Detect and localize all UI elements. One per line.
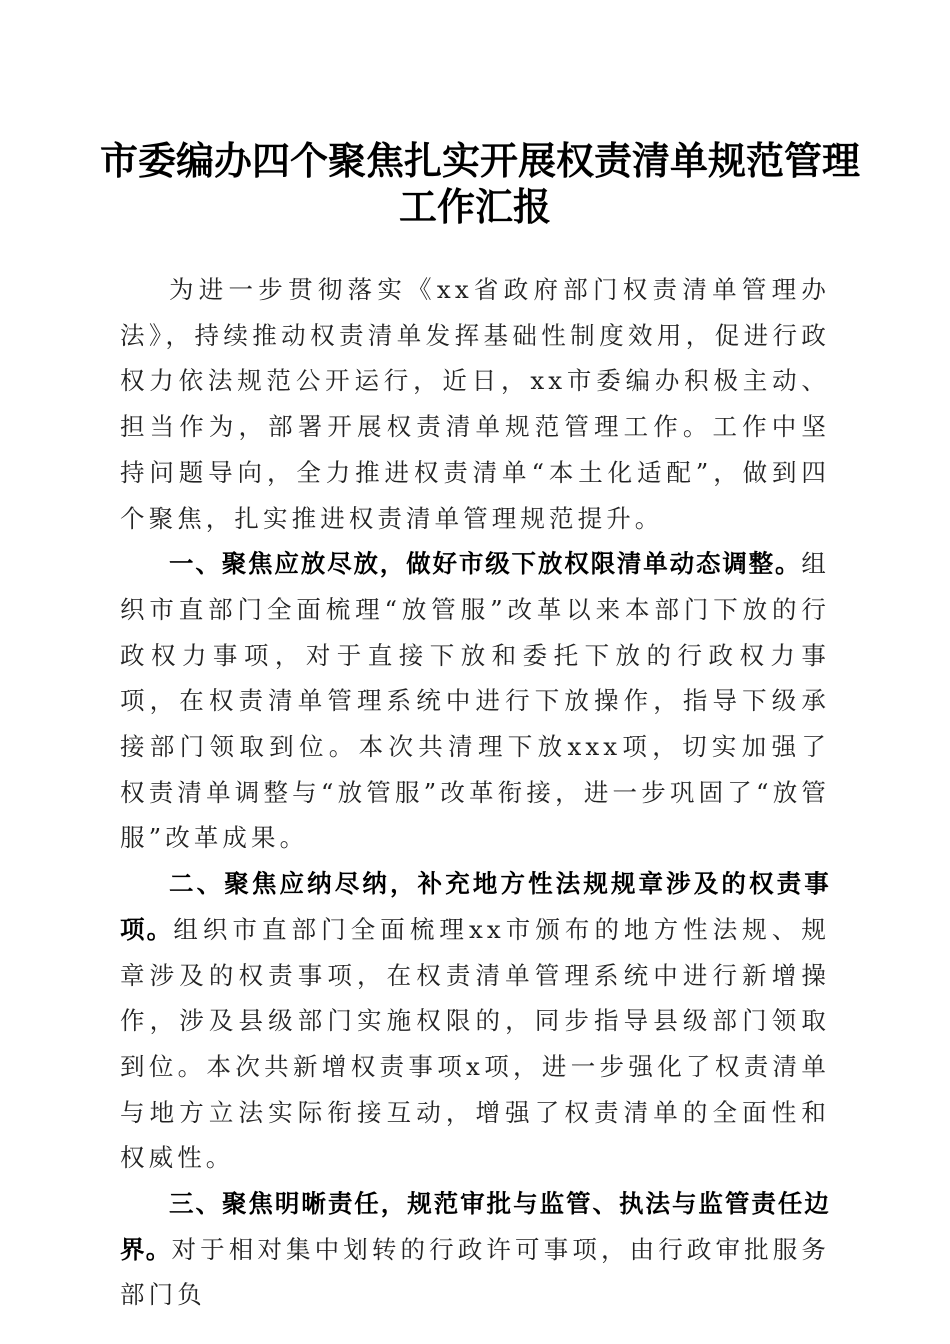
section-paragraph-2 <box>120 861 830 1181</box>
intro-paragraph: 为进一步贯彻落实《xx省政府部门权责清单管理办法》，持续推动权责清单发挥基础性制度效用，促进行政权力依法规范公开运行，近日，xx市委编办积极主动、担当作为，部署开展权责清单规范管理工作。工作中坚持问题导向，全力推进权责清单“本土化适配”，做到四个聚焦，扎实推进权责清单管理规范提升。 <box>120 275 830 533</box>
section-paragraph-1 <box>120 541 830 861</box>
section-text-3: 对于相对集中划转的行政许可事项，由行政审批服务部门负 <box>120 1234 830 1310</box>
section-heading-1: 一、聚焦应放尽放，做好市级下放权限清单动态调整。 <box>169 549 802 579</box>
document-body <box>120 267 830 1318</box>
section-heading-2: 二、聚焦应纳尽纳，补充地方性法规规章涉及的权责事项。 <box>120 869 830 944</box>
document-title-line1: 市委编办四个聚焦扎实开展权责清单规范管理 <box>100 138 861 183</box>
document-title-line2: 工作汇报 <box>398 184 551 229</box>
section-paragraph-3 <box>120 1181 830 1318</box>
section-heading-3: 三、聚焦明晰责任，规范审批与监管、执法与监管责任边界。 <box>120 1189 830 1264</box>
section-text-2: 组织市直部门全面梳理xx市颁布的地方性法规、规章涉及的权责事项，在权责清单管理系统中进行新增操作，涉及县级部门实施权限的，同步指导县级部门领取到位。本次共新增权责事项x项，进一步强化了权责清单与地方立法实际衔接互动，增强了权责清单的全面性和权威性。 <box>120 914 830 1173</box>
section-text-1: 组织市直部门全面梳理“放管服”改革以来本部门下放的行政权力事项，对于直接下放和委托下放的行政权力事项，在权责清单管理系统中进行下放操作，指导下级承接部门领取到位。本次共清理下放xxx项，切实加强了权责清单调整与“放管服”改革衔接，进一步巩固了“放管服”改革成果。 <box>120 549 830 853</box>
